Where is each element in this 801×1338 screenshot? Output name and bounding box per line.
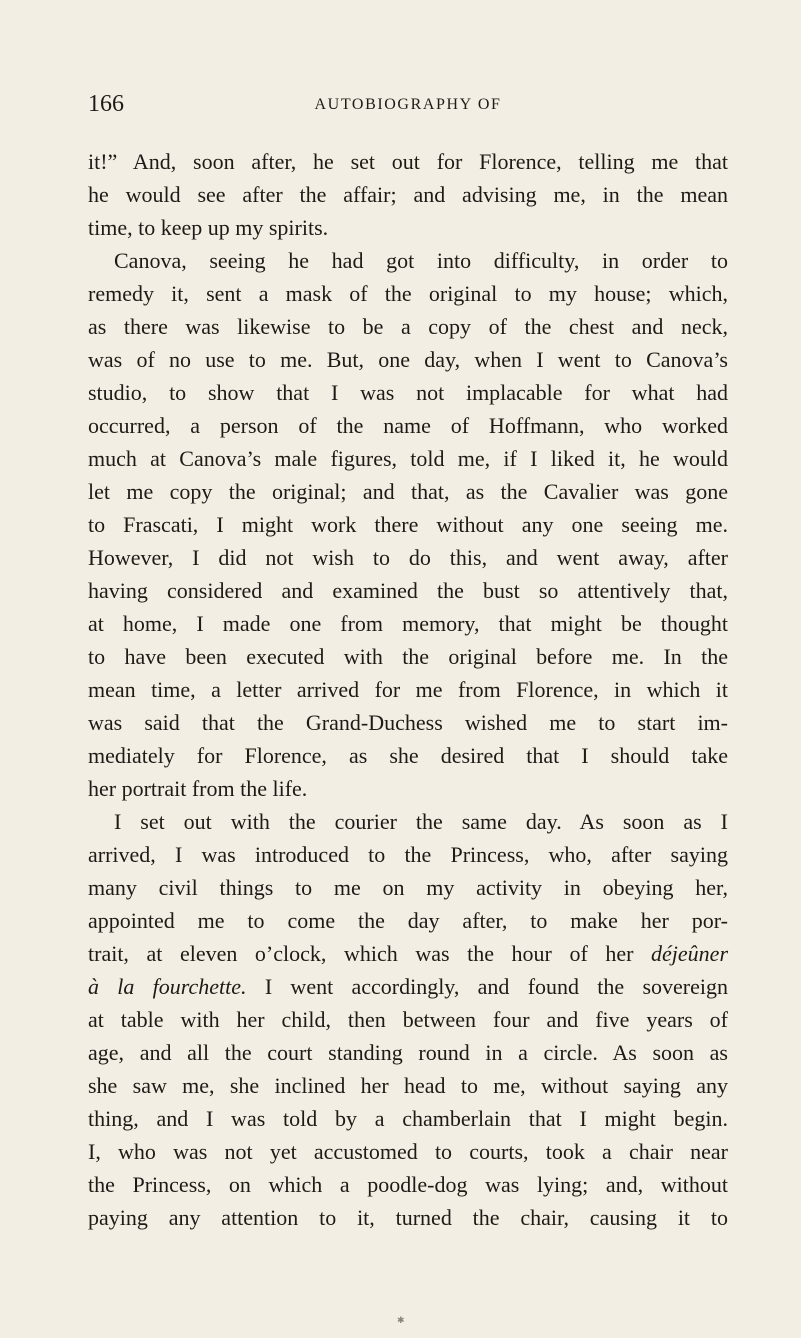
text-line: thing, and I was told by a chamberlain that I might begin. [88, 1106, 728, 1131]
text-line: age, and all the court standing round in a circle. As soon as [88, 1040, 728, 1065]
text-line: at table with her child, then between four and five years of [88, 1007, 728, 1032]
text-line: was said that the Grand-Duchess wished me to start im- [88, 710, 728, 735]
text-line: her portrait from the life. [88, 776, 308, 801]
body-text [88, 145, 728, 1234]
text-line: I, who was not yet accustomed to courts, took a chair near [88, 1139, 728, 1164]
text-line: to have been executed with the original before me. In the [88, 644, 728, 669]
text-run: trait, at eleven o’clock, which was the hour of her [88, 941, 652, 966]
text-line: occurred, a person of the name of Hoffmann, who worked [88, 413, 728, 438]
text-line: paying any attention to it, turned the chair, causing it to [88, 1205, 728, 1230]
text-line: let me copy the original; and that, as the Cavalier was gone [88, 479, 728, 504]
text-line: studio, to show that I was not implacable for what had [88, 380, 728, 405]
page-header [88, 91, 728, 121]
text-line: at home, I made one from memory, that might be thought [88, 611, 728, 636]
text-line: it!” And, soon after, he set out for Florence, telling me that [88, 149, 728, 174]
text-line: time, to keep up my spirits. [88, 215, 329, 240]
footer-mark: ✱ [397, 1316, 405, 1326]
text-line [88, 937, 728, 970]
italic-text: à la fourchette. [88, 974, 247, 999]
text-line: she saw me, she inclined her head to me, without saying any [88, 1073, 728, 1098]
text-line: Canova, seeing he had got into difficulty, in order to [114, 248, 728, 273]
text-line: much at Canova’s male figures, told me, if I liked it, he would [88, 446, 728, 471]
running-head: AUTOBIOGRAPHY OF [314, 96, 502, 113]
text-line: appointed me to come the day after, to make her por- [88, 908, 728, 933]
text-line: However, I did not wish to do this, and went away, after [88, 545, 728, 570]
text-run: I went accordingly, and found the sovereign [246, 974, 728, 999]
text-line: I set out with the courier the same day. As soon as I [114, 809, 728, 834]
text-line: many civil things to me on my activity in obeying her, [88, 875, 728, 900]
text-line [88, 970, 728, 1003]
text-line: arrived, I was introduced to the Princess, who, after saying [88, 842, 728, 867]
text-line: mean time, a letter arrived for me from Florence, in which it [88, 677, 728, 702]
text-line: remedy it, sent a mask of the original to my house; which, [88, 281, 728, 306]
text-line: to Frascati, I might work there without any one seeing me. [88, 512, 728, 537]
page-number: 166 [88, 91, 124, 117]
text-line: the Princess, on which a poodle-dog was lying; and, without [88, 1172, 728, 1197]
text-line: as there was likewise to be a copy of the chest and neck, [88, 314, 728, 339]
italic-text: déjeûner [651, 941, 728, 966]
text-line: was of no use to me. But, one day, when I went to Canova’s [88, 347, 728, 372]
text-line: having considered and examined the bust so attentively that, [88, 578, 728, 603]
text-line: he would see after the affair; and advising me, in the mean [88, 182, 728, 207]
text-line: mediately for Florence, as she desired that I should take [88, 743, 728, 768]
